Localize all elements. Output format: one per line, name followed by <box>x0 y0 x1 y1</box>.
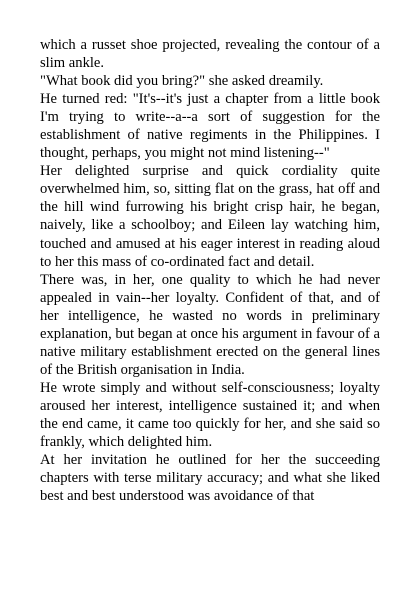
paragraph: There was, in her, one quality to which he had never appealed in vain--her loyalty. Confident of that, and of her intelligence, he wasted no words in preliminary explanation, but began at once his argument in favour of a native military establishment erected on the general lines of the British organisation in India. <box>40 271 380 378</box>
paragraph: Her delighted surprise and quick cordiality quite overwhelmed him, so, sitting flat on the grass, hat off and the hill wind furrowing his bright crisp hair, he began, naively, like a schoolboy; and Eileen lay watching him, touched and amused at his eager interest in reading aloud to her this mass of co-ordinated fact and detail. <box>40 163 380 270</box>
page-text <box>40 36 380 505</box>
paragraph: which a russet shoe projected, revealing the contour of a slim ankle. <box>40 37 380 72</box>
paragraph: "What book did you bring?" she asked dreamily. <box>40 73 324 90</box>
paragraph: He turned red: "It's--it's just a chapter from a little book I'm trying to write--a--a sort of suggestion for the establishment of native regiments in the Philippines. I thought, perhaps, you might not mind listening--" <box>40 91 380 162</box>
paragraph: At her invitation he outlined for her the succeeding chapters with terse military accuracy; and what she liked best and best understood was avoidance of that <box>40 452 380 505</box>
paragraph: He wrote simply and without self-consciousness; loyalty aroused her interest, intelligence sustained it; and when the end came, it came too quickly for her, and she said so frankly, which delighted him. <box>40 379 380 451</box>
